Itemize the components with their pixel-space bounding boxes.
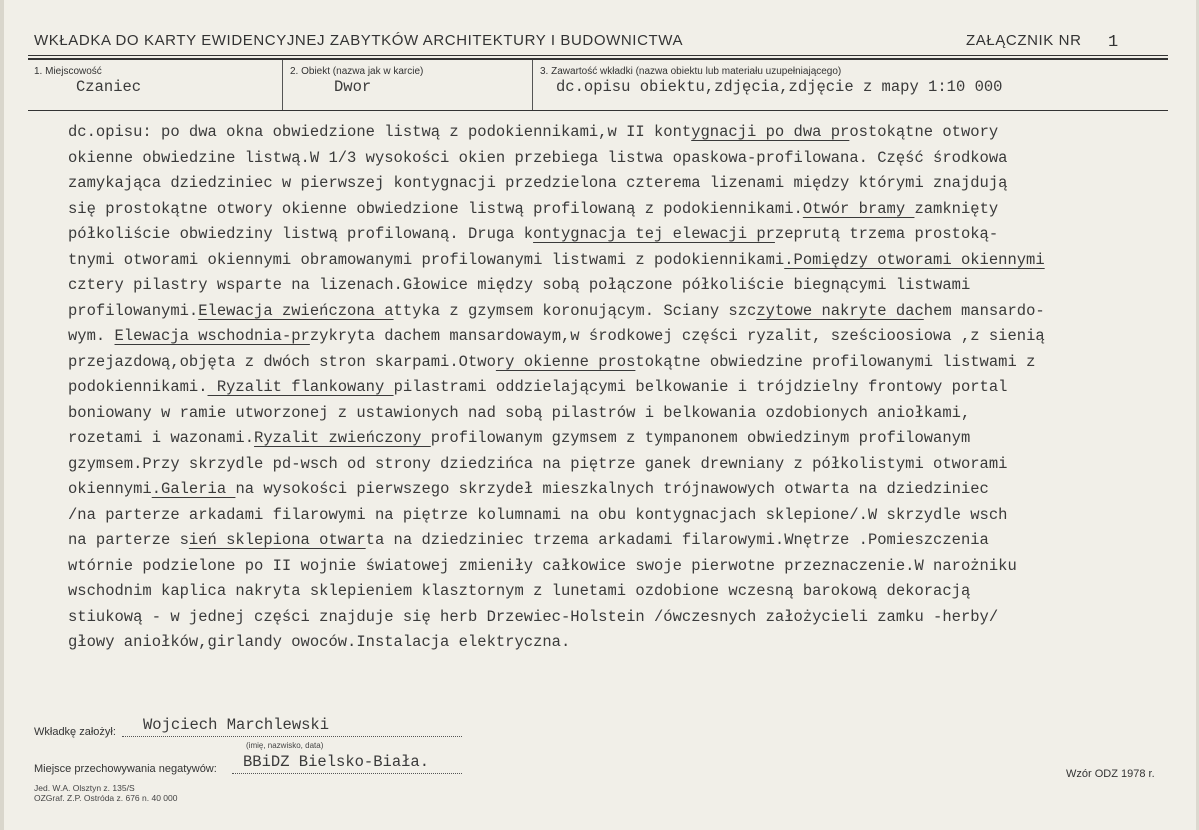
form-title: WKŁADKA DO KARTY EWIDENCYJNEJ ZABYTKÓW ARCHITEKTURY I BUDOWNICTWA (34, 32, 684, 49)
text-line: dc.opisu: po dwa okna obwiedzione listwą z podokiennikami,w II kontygnacji po dwa prostokątne otwory (68, 123, 999, 141)
object-label: 2. Obiekt (nazwa jak w karcie) (290, 66, 424, 77)
text-line: wschodnim kaplica nakryta sklepieniem klasztornym z lunetami ozdobione wczesną barokową dekoracją (68, 582, 971, 600)
text-line: na parterze sień sklepiona otwarta na dziedziniec trzema arkadami filarowymi.Wnętrze .Pomieszczenia (68, 531, 989, 549)
field-separator (532, 60, 533, 110)
content-label: 3. Zawartość wkładki (nazwa obiektu lub materiału uzupełniającego) (540, 66, 842, 77)
form-model: Wzór ODZ 1978 r. (1066, 768, 1155, 780)
header-rule-double (28, 58, 1168, 60)
attachment-label: ZAŁĄCZNIK NR (966, 32, 1082, 49)
founder-caption: (imię, nazwisko, data) (246, 741, 324, 750)
text-line: wym. Elewacja wschodnia-przykryta dachem mansardowaym,w środkowej części ryzalit, sześcioosiowa ,z sienią (68, 327, 1045, 345)
locality-value: Czaniec (76, 78, 142, 96)
description-text (68, 120, 1168, 656)
text-line: stiukową - w jednej części znajduje się herb Drzewiec-Holstein /ówczesnych założycieli zamku -herby/ (68, 607, 999, 626)
printer-info-line: OZGraf. Z.P. Ostróda z. 676 n. 40 000 (34, 793, 178, 803)
text-line: tnymi otworami okiennymi obramowanymi profilowanymi listwami z podokiennikami.Pomiędzy otworami okiennymi (68, 250, 1045, 269)
page-edge-left (0, 0, 4, 830)
founder-value: Wojciech Marchlewski (143, 716, 330, 734)
text-line: wtórnie podzielone po II wojnie światowej zmieniły całkowice swoje pierwotne przeznaczenie.W narożniku (68, 556, 1017, 575)
header-rule (28, 55, 1168, 56)
founder-dotted-line (122, 736, 462, 737)
text-line: zamykająca dziedziniec w pierwszej kontygnacji przedzielona czterema lizenami między którymi znajdują (68, 174, 1008, 192)
text-line: półkoliście obwiedziny listwą profilowaną. Druga kontygnacja tej elewacji przeprutą trzema prostoką- (68, 225, 999, 243)
text-line: przejazdową,objęta z dwóch stron skarpami.Otwory okienne prostokątne obwiedzine profilowanymi listwami z (68, 352, 1036, 371)
text-line: głowy aniołków,girlandy owoców.Instalacja elektryczna. (68, 633, 571, 651)
founder-label: Wkładkę założył: (34, 726, 116, 738)
storage-value: BBiDZ Bielsko-Biała. (243, 753, 430, 771)
object-value: Dwor (334, 78, 372, 96)
text-line: boniowany w ramie utworzonej z ustawionych nad sobą pilastrów i belkowania ozdobionych aniołkami, (68, 403, 971, 422)
text-line: profilowanymi.Elewacja zwieńczona attyka z gzymsem koronującym. Sciany szczytowe nakryte dachem mansardo- (68, 301, 1045, 320)
content-value: dc.opisu obiektu,zdjęcia,zdjęcie z mapy 1:10 000 (556, 78, 1003, 96)
text-line: /na parterze arkadami filarowymi na piętrze kolumnami na obu kontygnacjach sklepione/.W skrzydle wsch (68, 505, 1008, 524)
locality-label: 1. Miejscowość (34, 66, 102, 77)
text-line: się prostokątne otwory okienne obwiedzione listwą profilowaną z podokiennikami.Otwór bramy zamknięty (68, 199, 999, 218)
text-line: podokiennikami. Ryzalit flankowany pilastrami oddzielającymi belkowanie i trójdzielny frontowy portal (68, 378, 1008, 396)
attachment-number: 1 (1108, 33, 1119, 52)
fields-bottom-rule (28, 110, 1168, 111)
text-line: rozetami i wazonami.Ryzalit zwieńczony profilowanym gzymsem z tympanonem obwiedzinym profilowanym (68, 429, 971, 447)
text-line: cztery pilastry wsparte na lizenach.Głowice między sobą połączone półkoliście biegnącymi listwami (68, 276, 971, 294)
text-line: gzymsem.Przy skrzydle pd-wsch od strony dziedzińca na piętrze ganek drewniany z półkolistymi otworami (68, 454, 1008, 473)
printer-info-line: Jed. W.A. Olsztyn z. 135/S (34, 783, 135, 793)
text-line: okienne obwiedzine listwą.W 1/3 wysokości okien przebiega listwa opaskowa-profilowana. Część środkowa (68, 148, 1008, 167)
text-line: okiennymi.Galeria na wysokości pierwszego skrzydeł mieszkalnych trójnawowych otwarta na dziedziniec (68, 480, 989, 498)
storage-dotted-line (232, 773, 462, 774)
storage-label: Miejsce przechowywania negatywów: (34, 763, 217, 775)
field-separator (282, 60, 283, 110)
